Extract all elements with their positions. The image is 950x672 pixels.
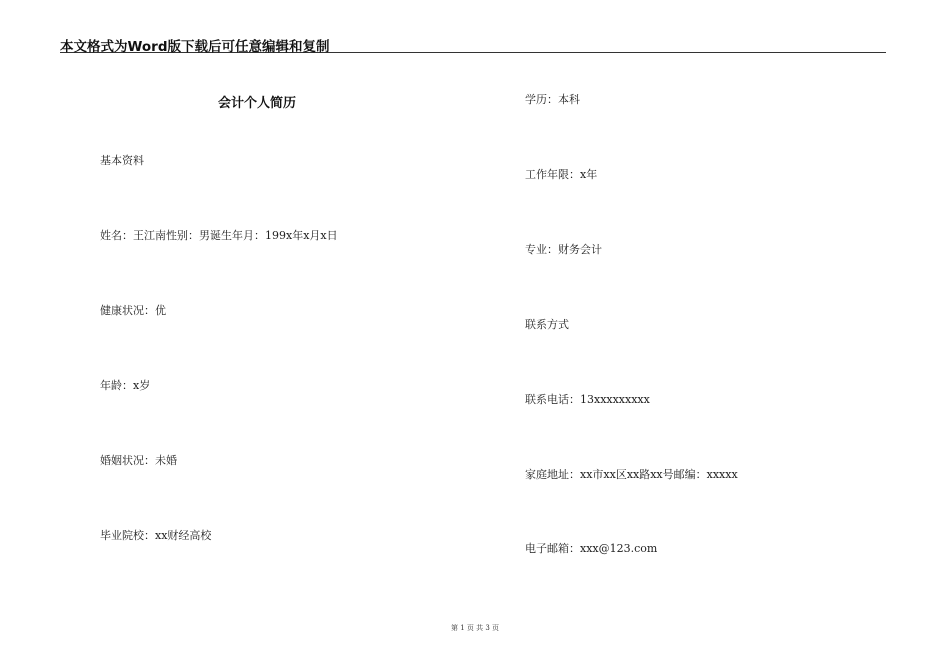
work-years-line: 工作年限：x年 <box>525 168 598 181</box>
education-line: 学历：本科 <box>525 93 580 106</box>
page-header <box>60 32 886 53</box>
header-notice: 本文格式为Word版下载后可任意编辑和复制 <box>60 39 330 55</box>
section-contact: 联系方式 <box>525 318 569 331</box>
address-line: 家庭地址：xx市xx区xx路xx号邮编：xxxxx <box>525 468 738 481</box>
major-line: 专业：财务会计 <box>525 243 602 256</box>
name-gender-birth-line: 姓名：王江南性别：男诞生年月：199x年x月x日 <box>100 229 338 242</box>
document-title: 会计个人简历 <box>218 96 297 111</box>
phone-line: 联系电话：13xxxxxxxxx <box>525 393 650 406</box>
marital-status-line: 婚姻状况：未婚 <box>100 454 177 467</box>
email-line: 电子邮箱：xxx@123.com <box>525 542 658 555</box>
graduate-school-line: 毕业院校：xx财经高校 <box>100 529 212 542</box>
health-status-line: 健康状况：优 <box>100 304 166 317</box>
page-number: 第 1 页 共 3 页 <box>450 624 500 632</box>
age-line: 年龄：x岁 <box>100 379 151 392</box>
section-basic-info: 基本资料 <box>100 154 144 167</box>
